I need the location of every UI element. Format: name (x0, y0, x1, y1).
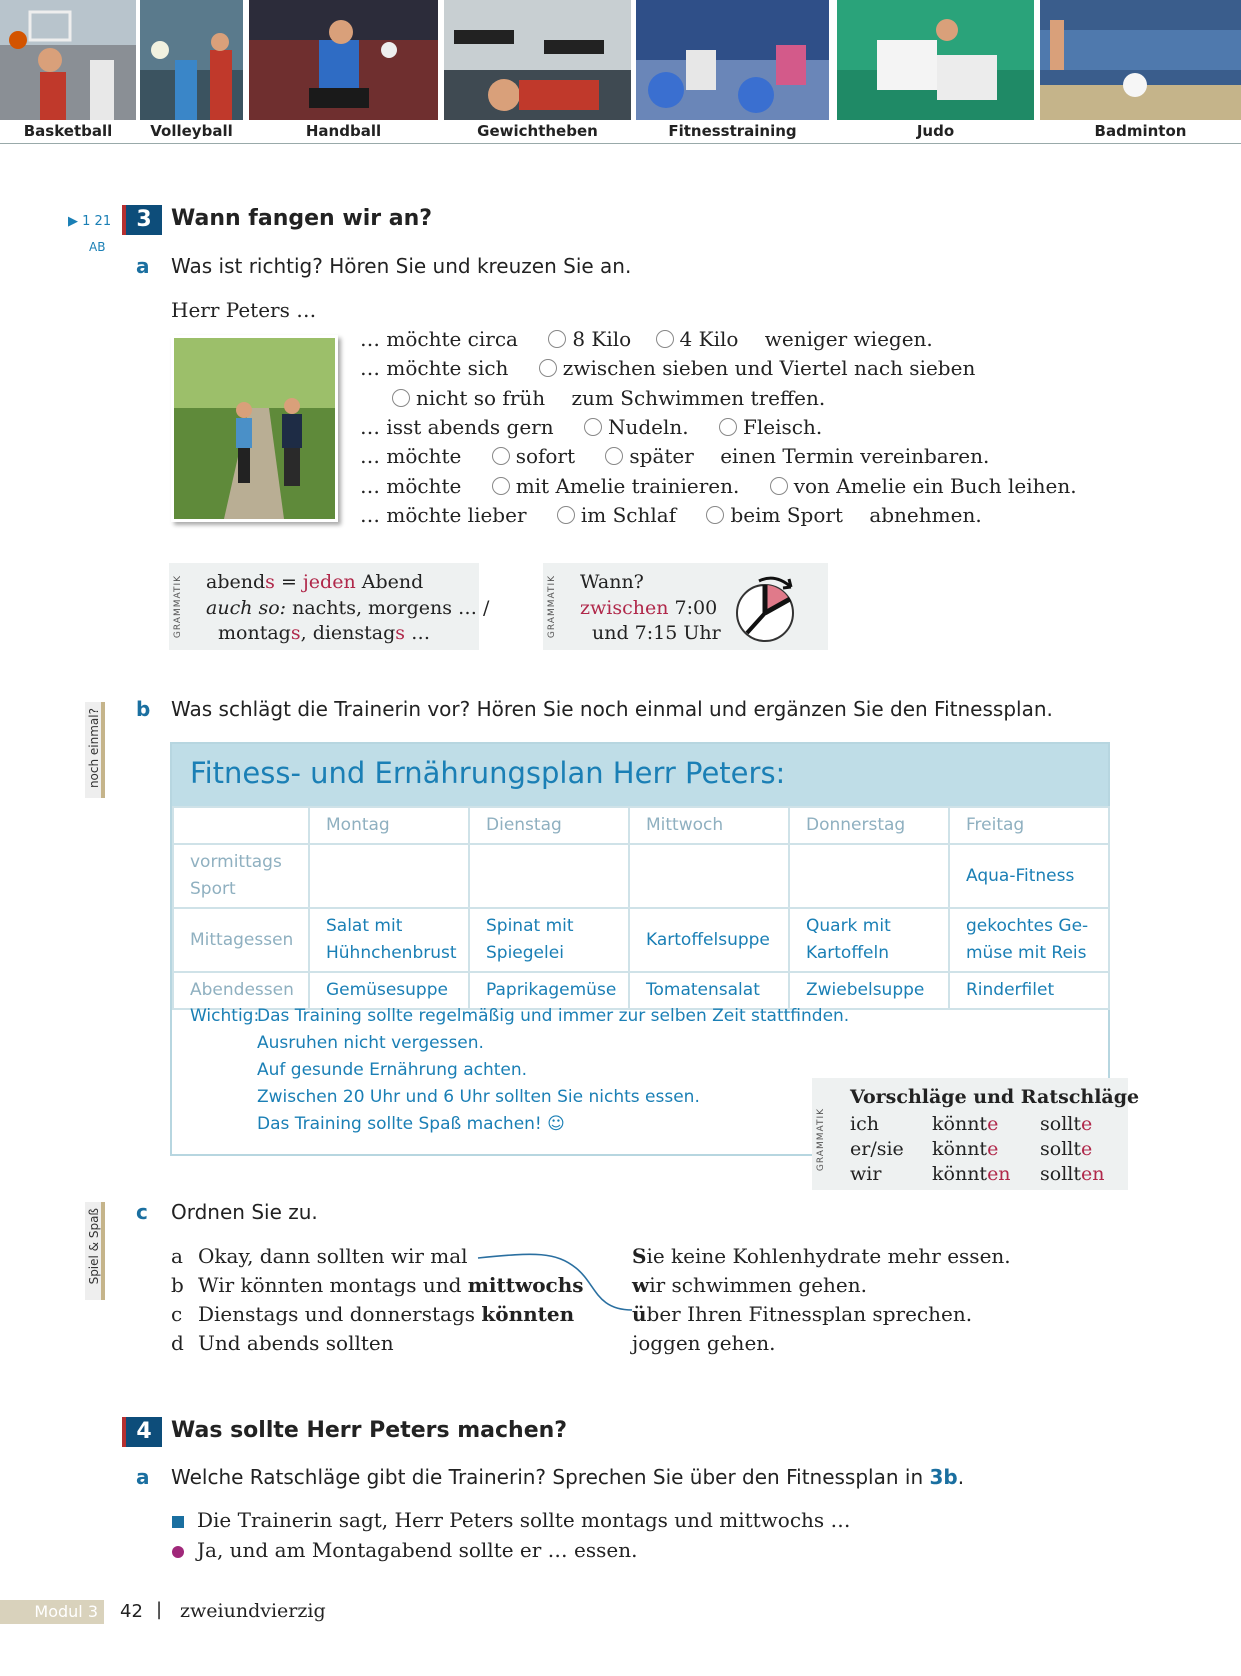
plan-cell[interactable] (309, 844, 469, 908)
grammar-box-ratschlaege (812, 1078, 1140, 1190)
side-tab-spiel-spass: Spiel & Spaß (85, 1202, 105, 1300)
wichtig-item: Das Training sollte Spaß machen! ☺ (257, 1114, 565, 1134)
subtask-instruction: Was ist richtig? Hören Sie und kreuzen Sie an. (171, 254, 632, 278)
subtask-letter: a (136, 254, 150, 278)
photo-gewichtheben (444, 0, 631, 120)
dialogue-line-2: Ja, und am Montagabend sollte er … essen. (197, 1538, 638, 1562)
label-handball: Handball (305, 122, 382, 140)
plan-cell[interactable] (629, 844, 789, 908)
wichtig-item: Zwischen 20 Uhr und 6 Uhr sollten Sie nichts essen. (257, 1087, 700, 1107)
option-checkbox[interactable] (770, 477, 788, 495)
photo-volleyball (140, 0, 243, 120)
label-judo: Judo (916, 122, 955, 140)
grammar-line-1: abends = jeden Abend (206, 571, 424, 593)
plan-cell[interactable]: Aqua-Fitness (949, 844, 1109, 908)
day-header: Dienstag (469, 807, 629, 844)
plan-cell[interactable]: Spinat mit Spiegelei (469, 908, 629, 972)
match-right-4[interactable]: joggen gehen. (632, 1331, 776, 1355)
footer-modul: Modul 3 (0, 1600, 104, 1624)
grammar-row: ich könnte sollte (850, 1113, 1093, 1135)
statement-3: … isst abends gern Nudeln. Fleisch. (360, 415, 823, 439)
grammar-line-2: auch so: nachts, morgens … / (206, 597, 490, 619)
wichtig-label: Wichtig: (190, 1006, 260, 1026)
audio-track[interactable]: ▶ 1 21 (68, 214, 112, 229)
photo-badminton (1040, 0, 1241, 120)
plan-title: Fitness- und Ernährungsplan Herr Peters: (190, 756, 786, 790)
jogging-photo (171, 335, 338, 522)
plan-cell[interactable]: Zwiebelsuppe (789, 972, 949, 1009)
plan-cell[interactable] (789, 844, 949, 908)
grammar-line-3: montags, dienstags … (218, 622, 431, 644)
option-checkbox[interactable] (706, 506, 724, 524)
page-word: zweiundvierzig (180, 1600, 326, 1622)
photo-basketball (0, 0, 136, 120)
table-row (173, 972, 1109, 1009)
match-left-d[interactable]: d Und abends sollten (171, 1331, 394, 1355)
option-checkbox[interactable] (656, 330, 674, 348)
plan-cell[interactable] (469, 844, 629, 908)
label-volleyball: Volleyball (150, 122, 233, 140)
row-label-sport: vormittags Sport (173, 844, 309, 908)
option-checkbox[interactable] (584, 418, 602, 436)
ab-reference: AB (89, 240, 106, 254)
match-left-a[interactable]: a Okay, dann sollten wir mal (171, 1244, 468, 1268)
match-right-1[interactable]: Sie keine Kohlenhydrate mehr essen. (632, 1244, 1011, 1268)
plan-header (172, 744, 1108, 806)
wichtig-item: Ausruhen nicht vergessen. (257, 1033, 484, 1053)
subtask-letter: a (136, 1465, 150, 1489)
row-label-abend: Abendessen (173, 972, 309, 1009)
photo-handball (249, 0, 438, 120)
subtask-letter: b (136, 697, 151, 721)
subtask-instruction: Was schlägt die Trainerin vor? Hören Sie noch einmal und ergänzen Sie den Fitnessplan. (171, 697, 1053, 721)
option-checkbox[interactable] (492, 447, 510, 465)
match-right-3[interactable]: über Ihren Fitnessplan sprechen. (632, 1302, 973, 1326)
exercise-title: Was sollte Herr Peters machen? (171, 1418, 568, 1443)
grammar-row: er/sie könnte sollte (850, 1138, 1093, 1160)
subject-label: Herr Peters … (171, 298, 317, 322)
option-checkbox[interactable] (719, 418, 737, 436)
grammar-box-abends (169, 563, 490, 650)
side-tab-noch-einmal: noch einmal? (85, 702, 105, 798)
subtask-instruction: Ordnen Sie zu. (171, 1200, 318, 1224)
match-left-c[interactable]: c Dienstags und donnerstags könnten (171, 1302, 575, 1326)
photo-strip-divider (0, 143, 1241, 144)
day-header: Montag (309, 807, 469, 844)
day-header: Freitag (949, 807, 1109, 844)
plan-table (172, 806, 1110, 1010)
photo-judo (837, 0, 1034, 120)
grammar-tag: GRAMMATIK (173, 575, 183, 639)
statement-1: … möchte circa 8 Kilo 4 Kilo weniger wiegen. (360, 327, 933, 351)
grammar-tag: GRAMMATIK (816, 1108, 826, 1172)
statement-5: … möchte mit Amelie trainieren. von Amelie ein Buch leihen. (360, 474, 1077, 498)
dialogue-line-1: Die Trainerin sagt, Herr Peters sollte montags und mittwochs … (197, 1508, 851, 1532)
statement-4: … möchte sofort später einen Termin vereinbaren. (360, 444, 990, 468)
statement-6: … möchte lieber im Schlaf beim Sport abnehmen. (360, 503, 982, 527)
clock-icon (729, 573, 809, 649)
statement-2b: nicht so früh zum Schwimmen treffen. (392, 386, 825, 410)
match-left-b[interactable]: b Wir könnten montags und mittwochs (171, 1273, 584, 1297)
row-label-mittag: Mittagessen (173, 908, 309, 972)
wichtig-item: Das Training sollte regelmäßig und immer zur selben Zeit stattfinden. (257, 1006, 850, 1026)
grammar-title: Vorschläge und Ratschläge (850, 1086, 1140, 1108)
play-icon[interactable]: ▶ (68, 214, 78, 229)
option-checkbox[interactable] (548, 330, 566, 348)
table-row (173, 844, 1109, 908)
plan-cell[interactable]: Quark mit Kartoffeln (789, 908, 949, 972)
plan-cell[interactable]: Tomatensalat (629, 972, 789, 1009)
plan-cell[interactable]: Rinderfilet (949, 972, 1109, 1009)
exercise-title: Wann fangen wir an? (171, 206, 433, 231)
grammar-row: wir könnten sollten (850, 1163, 1105, 1185)
day-header: Mittwoch (629, 807, 789, 844)
wichtig-item: Auf gesunde Ernährung achten. (257, 1060, 528, 1080)
day-header: Donnerstag (789, 807, 949, 844)
match-connector-line (476, 1248, 636, 1318)
option-checkbox[interactable] (605, 447, 623, 465)
statement-2: … möchte sich zwischen sieben und Viertel nach sieben (360, 356, 976, 380)
grammar-box-wann (543, 563, 828, 650)
plan-cell[interactable]: Paprikagemüse (469, 972, 629, 1009)
photo-fitnesstraining (636, 0, 829, 120)
label-basketball: Basketball (23, 122, 113, 140)
grammar-wann: Wann? (580, 571, 644, 593)
option-checkbox[interactable] (539, 359, 557, 377)
table-row (173, 807, 1109, 844)
match-right-2[interactable]: wir schwimmen gehen. (632, 1273, 867, 1297)
exercise-number: 3 (122, 205, 162, 235)
plan-cell[interactable]: Kartoffelsuppe (629, 908, 789, 972)
plan-cell[interactable]: Gemüsesuppe (309, 972, 469, 1009)
circle-bullet-icon (172, 1546, 184, 1558)
plan-cell[interactable]: Salat mit Hühnchenbrust (309, 908, 469, 972)
square-bullet-icon (172, 1516, 184, 1528)
grammar-zwischen: zwischen 7:00 (580, 597, 718, 619)
option-checkbox[interactable] (492, 477, 510, 495)
grammar-und: und 7:15 Uhr (592, 622, 721, 644)
exercise-number: 4 (122, 1417, 162, 1447)
grammar-tag: GRAMMATIK (547, 575, 557, 639)
page-number: 42 (120, 1601, 143, 1622)
label-gewichtheben: Gewichtheben (477, 122, 598, 140)
label-badminton: Badminton (1094, 122, 1187, 140)
label-fitnesstraining: Fitnesstraining (668, 122, 797, 140)
option-checkbox[interactable] (392, 389, 410, 407)
subtask-instruction: Welche Ratschläge gibt die Trainerin? Sprechen Sie über den Fitnessplan in 3b. (171, 1465, 965, 1489)
table-row (173, 908, 1109, 972)
option-checkbox[interactable] (557, 506, 575, 524)
footer-separator: | (156, 1599, 163, 1620)
subtask-letter: c (136, 1200, 148, 1224)
plan-cell[interactable]: gekochtes Ge- müse mit Reis (949, 908, 1109, 972)
